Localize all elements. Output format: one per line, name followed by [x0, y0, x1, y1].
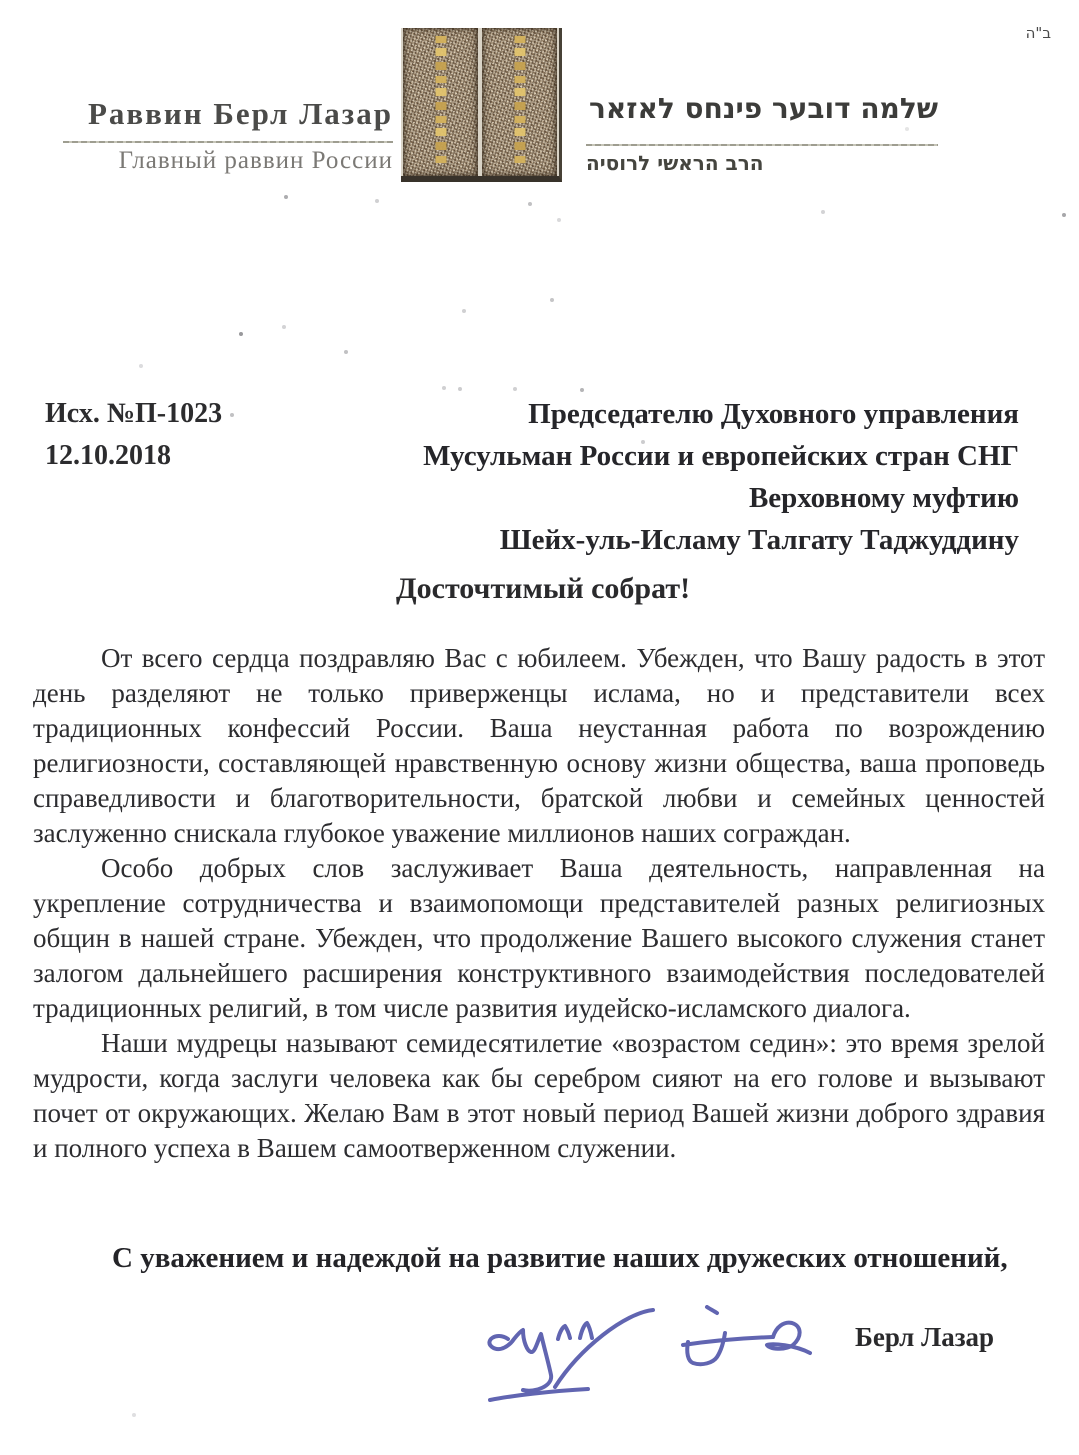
- torah-scroll-right: [482, 28, 557, 176]
- recipient-line: Председателю Духовного управления: [528, 398, 1019, 430]
- torah-scroll-left: [403, 28, 478, 176]
- bh-corner-mark: ב"ה: [1025, 24, 1051, 42]
- body-paragraph: От всего сердца поздравляю Вас с юбилеем. Убежден, что Вашу радость в этот день разделяют не только приверженцы ислама, но и представители всех традиционных конфессий России. Ваша неустанная работа по возрождению религиозности, составляющей нравственную основу жизни общества, ваша проповедь справедливости и благотворительности, братской любви и семейных ценностей заслуженно снискала глубокое уважение миллионов наших сограждан.: [33, 643, 1045, 848]
- header-rule-right: [586, 144, 938, 146]
- letter-date: 12.10.2018: [45, 440, 171, 471]
- letter-body: [33, 641, 1045, 1166]
- body-paragraph: Наши мудрецы называют семидесятилетие «возрастом седин»: это время зрелой мудрости, когда заслуги человека как бы серебром сияют на его голове и вызывают почет от окружающих. Желаю Вам в этот новый период Вашей жизни доброго здравия и полного успеха в Вашем самоотверженном служении.: [33, 1028, 1045, 1163]
- recipient-line: Верховному муфтию: [748, 482, 1019, 514]
- salutation: Досточтимый собрат!: [396, 572, 691, 605]
- sender-name-hebrew: שלמה דובער פינחס לאזאר: [589, 92, 938, 125]
- recipient-block: [423, 393, 1019, 561]
- closing-line: С уважением и надеждой на развитие наших дружеских отношений,: [112, 1242, 1008, 1274]
- recipient-line: Шейх-уль-Исламу Талгату Таджуддину: [499, 524, 1019, 556]
- recipient-line: Мусульман России и европейских стран СНГ: [423, 440, 1019, 472]
- outgoing-number: Исх. №П-1023: [45, 398, 223, 429]
- sender-title-hebrew: הרב הראשי לרוסיה: [586, 151, 764, 175]
- reference-block: [45, 393, 222, 477]
- sender-title-russian: Главный раввин России: [118, 147, 393, 174]
- handwritten-signature: [450, 1293, 850, 1433]
- torah-scrolls-logo-icon: [401, 28, 562, 182]
- header-rule-left: [63, 141, 393, 143]
- scan-noise-specks: [0, 0, 2, 2]
- body-paragraph: Особо добрых слов заслуживает Ваша деятельность, направленная на укрепление сотрудничества и взаимопомощи представителей разных религиозных общин в нашей стране. Убежден, что продолжение Вашего высокого служения станет залогом дальнейшего расширения конструктивного взаимодействия последователей традиционных религий, в том числе развития иудейско-исламского диалога.: [33, 853, 1045, 1023]
- signer-name: Берл Лазар: [855, 1322, 995, 1352]
- sender-name-russian: Раввин Берл Лазар: [87, 96, 393, 131]
